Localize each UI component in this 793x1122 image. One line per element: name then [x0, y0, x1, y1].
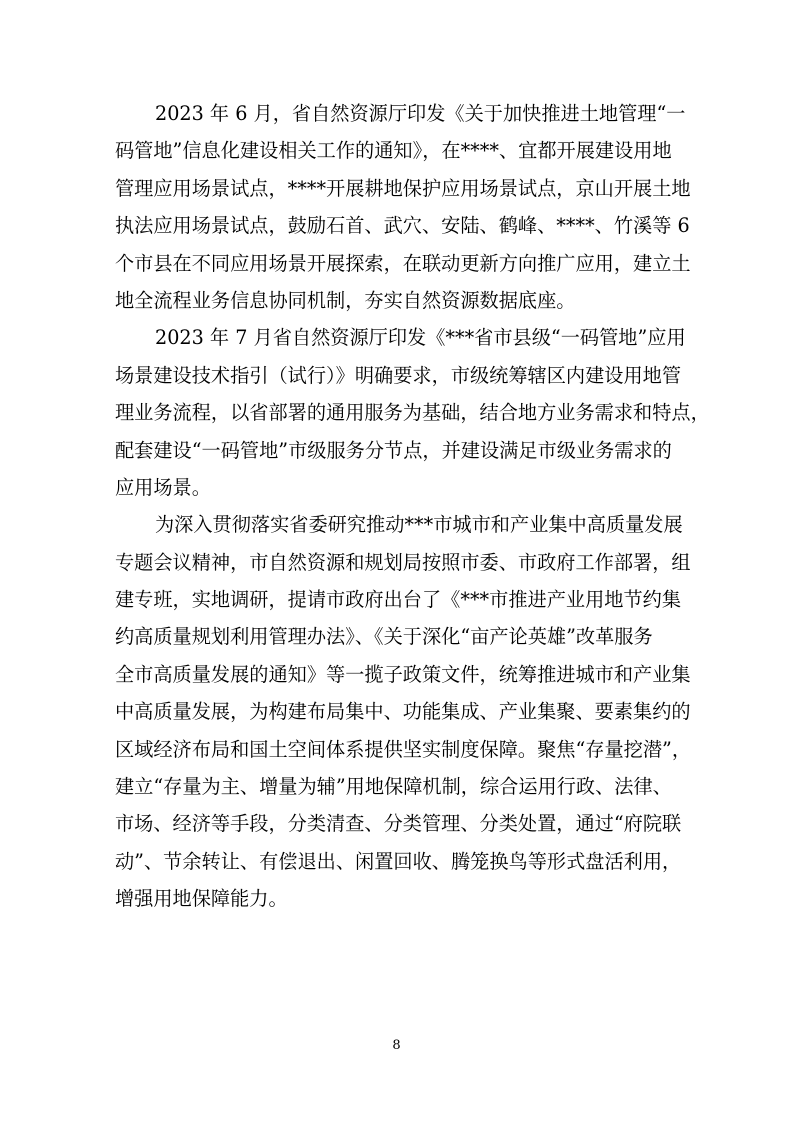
paragraph-line: 约高质量规划利用管理办法》、《关于深化“亩产论英雄”改革服务	[115, 625, 653, 649]
paragraph-line: 场景建设技术指引（试行）》明确要求，市级统筹辖区内建设用地管	[115, 363, 682, 387]
paragraph-line: 为深入贯彻落实省委研究推动***市城市和产业集中高质量发展	[155, 513, 683, 537]
paragraph-3	[115, 506, 692, 917]
paragraph-line: 理业务流程，以省部署的通用服务为基础，结合地方业务需求和特点，	[115, 401, 710, 425]
paragraph-line: 2023 年 7 月省自然资源厅印发《***省市县级“一码管地”应用	[155, 326, 686, 350]
document-body	[115, 95, 710, 918]
paragraph-1	[115, 95, 691, 319]
page-number: 8	[392, 1038, 401, 1053]
paragraph-line: 个市县在不同应用场景开展探索，在联动更新方向推广应用，建立土	[115, 251, 691, 275]
paragraph-line: 专题会议精神，市自然资源和规划局按照市委、市政府工作部署，组	[115, 550, 691, 574]
paragraph-line: 建立“存量为主、增量为辅”用地保障机制，综合运用行政、法律、	[115, 775, 672, 799]
paragraph-2	[115, 319, 710, 506]
paragraph-line: 执法应用场景试点，鼓励石首、武穴、安陆、鹤峰、****、竹溪等 6	[115, 214, 690, 238]
paragraph-line: 2023 年 6 月，省自然资源厅印发《关于加快推进土地管理“一	[155, 102, 686, 125]
paragraph-line: 全市高质量发展的通知》等一揽子政策文件，统筹推进城市和产业集	[115, 662, 691, 686]
paragraph-line: 增强用地保障能力。	[115, 887, 288, 911]
paragraph-line: 码管地”信息化建设相关工作的通知》，在****、宜都开展建设用地	[115, 139, 672, 163]
paragraph-line: 地全流程业务信息协同机制，夯实自然资源数据底座。	[115, 288, 576, 312]
paragraph-line: 动”、节余转让、有偿退出、闲置回收、腾笼换鸟等形式盘活利用，	[115, 849, 682, 873]
paragraph-line: 建专班，实地调研，提请市政府出台了《***市推进产业用地节约集	[115, 588, 682, 612]
paragraph-line: 应用场景。	[115, 475, 211, 499]
paragraph-line: 管理应用场景试点，****开展耕地保护应用场景试点，京山开展土地	[115, 176, 691, 200]
paragraph-line: 市场、经济等手段，分类清查、分类管理、分类处置，通过“府院联	[115, 812, 682, 836]
paragraph-line: 配套建设“一码管地”市级服务分节点，并建设满足市级业务需求的	[115, 438, 672, 462]
paragraph-line: 区域经济布局和国土空间体系提供坚实制度保障。聚焦“存量挖潜”，	[115, 737, 692, 761]
paragraph-line: 中高质量发展，为构建布局集中、功能集成、产业集聚、要素集约的	[115, 700, 691, 724]
